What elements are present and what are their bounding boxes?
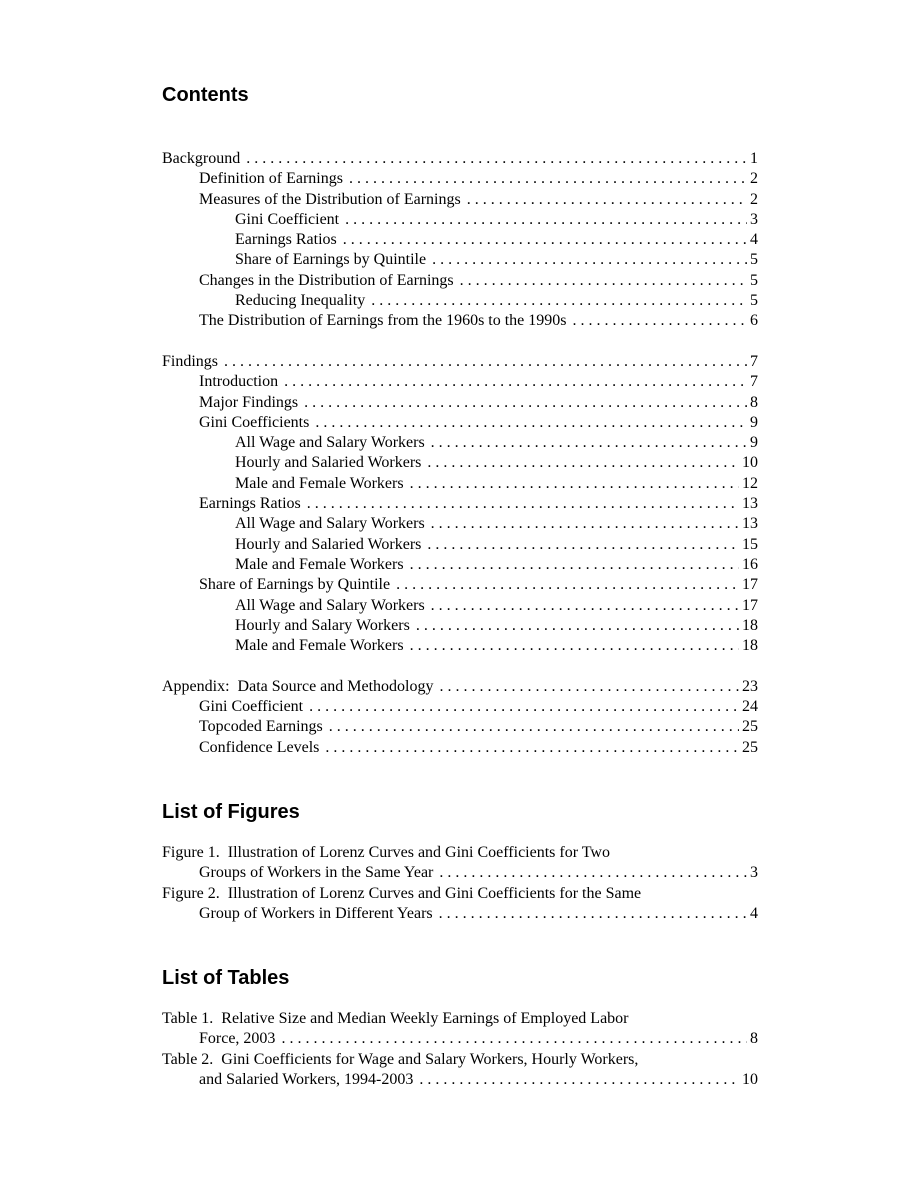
toc-entry[interactable]: Share of Earnings by Quintile . . . 17	[162, 575, 758, 595]
page-number: 12	[742, 474, 758, 492]
toc-entry[interactable]: All Wage and Salary Workers . . . 17	[162, 596, 758, 616]
toc-entry[interactable]: Hourly and Salary Workers . . . 18	[162, 616, 758, 636]
page-number: 1	[750, 150, 758, 167]
toc-entry[interactable]: Measures of the Distribution of Earnings . . . 2	[162, 190, 758, 210]
toc-entry[interactable]: All Wage and Salary Workers . . . 9	[162, 433, 758, 453]
toc-entry[interactable]: Changes in the Distribution of Earnings . . . 5	[162, 271, 758, 291]
page-number: 13	[742, 495, 758, 513]
toc-entry[interactable]: The Distribution of Earnings from the 1960s to the 1990s . . . 6	[162, 311, 758, 331]
toc-entry[interactable]: Male and Female Workers . . . 16	[162, 555, 758, 575]
toc-entry[interactable]: Background . . . 1	[162, 149, 758, 169]
contents-list	[162, 149, 758, 758]
tables-heading: List of Tables	[162, 967, 290, 989]
figures-list	[162, 843, 758, 924]
toc-entry[interactable]: Reducing Inequality . . . 5	[162, 291, 758, 311]
toc-entry[interactable]: Confidence Levels . . . 25	[162, 738, 758, 758]
figure-entry[interactable]: Group of Workers in Different Years . . . 4	[162, 904, 758, 924]
figure-entry-line[interactable]: Figure 1. Illustration of Lorenz Curves and Gini Coefficients for Two	[162, 844, 610, 861]
page-number: 8	[750, 1030, 758, 1048]
toc-entry[interactable]: Major Findings . . . 8	[162, 393, 758, 413]
contents-heading: Contents	[162, 84, 249, 106]
toc-entry[interactable]: Male and Female Workers . . . 12	[162, 474, 758, 494]
page-number: 10	[742, 1070, 758, 1088]
toc-entry[interactable]: Gini Coefficients . . . 9	[162, 413, 758, 433]
page-number: 18	[742, 616, 758, 634]
toc-entry[interactable]: Topcoded Earnings . . . 25	[162, 717, 758, 737]
page-number: 3	[750, 864, 758, 882]
page-number: 17	[742, 596, 758, 614]
page-number: 4	[750, 904, 758, 922]
page-number: 15	[742, 535, 758, 553]
table-entry-line[interactable]: Table 1. Relative Size and Median Weekly Earnings of Employed Labor	[162, 1010, 629, 1027]
page-number: 25	[742, 738, 758, 756]
page-number: 9	[750, 413, 758, 431]
figures-heading: List of Figures	[162, 801, 300, 823]
page-number: 3	[750, 210, 758, 228]
page-number: 23	[742, 677, 758, 695]
page-number: 5	[750, 292, 758, 310]
tables-list	[162, 1009, 758, 1090]
toc-entry[interactable]: Earnings Ratios . . . 13	[162, 494, 758, 514]
page-number: 24	[742, 698, 758, 716]
toc-entry[interactable]: Definition of Earnings . . . 2	[162, 169, 758, 189]
page-number: 17	[742, 576, 758, 594]
figure-entry[interactable]: Groups of Workers in the Same Year . . . 3	[162, 863, 758, 883]
table-entry[interactable]: and Salaried Workers, 1994-2003 . . . 10	[162, 1070, 758, 1090]
toc-entry[interactable]: Gini Coefficient . . . 3	[162, 210, 758, 230]
table-entry-line[interactable]: Table 2. Gini Coefficients for Wage and Salary Workers, Hourly Workers,	[162, 1050, 639, 1068]
spacer	[162, 332, 758, 352]
page-number: 2	[750, 190, 758, 208]
toc-entry[interactable]: Hourly and Salaried Workers . . . 15	[162, 535, 758, 555]
spacer	[162, 656, 758, 676]
page-number: 8	[750, 393, 758, 411]
table-entry[interactable]: Force, 2003 . . . 8	[162, 1029, 758, 1049]
page-number: 7	[750, 373, 758, 391]
page-number: 6	[750, 312, 758, 330]
figure-entry-line[interactable]: Figure 2. Illustration of Lorenz Curves and Gini Coefficients for the Same	[162, 884, 642, 902]
toc-entry[interactable]: Hourly and Salaried Workers . . . 10	[162, 453, 758, 473]
toc-entry[interactable]: Earnings Ratios . . . 4	[162, 230, 758, 250]
page-number: 25	[742, 718, 758, 736]
page-number: 9	[750, 434, 758, 452]
toc-entry[interactable]: Introduction . . . 7	[162, 372, 758, 392]
page-number: 7	[750, 352, 758, 370]
page-number: 13	[742, 515, 758, 533]
page-number: 10	[742, 454, 758, 472]
toc-entry[interactable]: Findings . . . 7	[162, 352, 758, 372]
page-number: 18	[742, 637, 758, 655]
toc-entry[interactable]: Male and Female Workers . . . 18	[162, 636, 758, 656]
toc-entry[interactable]: All Wage and Salary Workers . . . 13	[162, 514, 758, 534]
page-number: 16	[742, 555, 758, 573]
toc-entry[interactable]: Gini Coefficient . . . 24	[162, 697, 758, 717]
page-number: 2	[750, 170, 758, 188]
page-number: 5	[750, 271, 758, 289]
toc-entry[interactable]: Share of Earnings by Quintile . . . 5	[162, 250, 758, 270]
page-number: 4	[750, 231, 758, 249]
page-number: 5	[750, 251, 758, 269]
toc-entry[interactable]: Appendix: Data Source and Methodology . . . 23	[162, 677, 758, 697]
